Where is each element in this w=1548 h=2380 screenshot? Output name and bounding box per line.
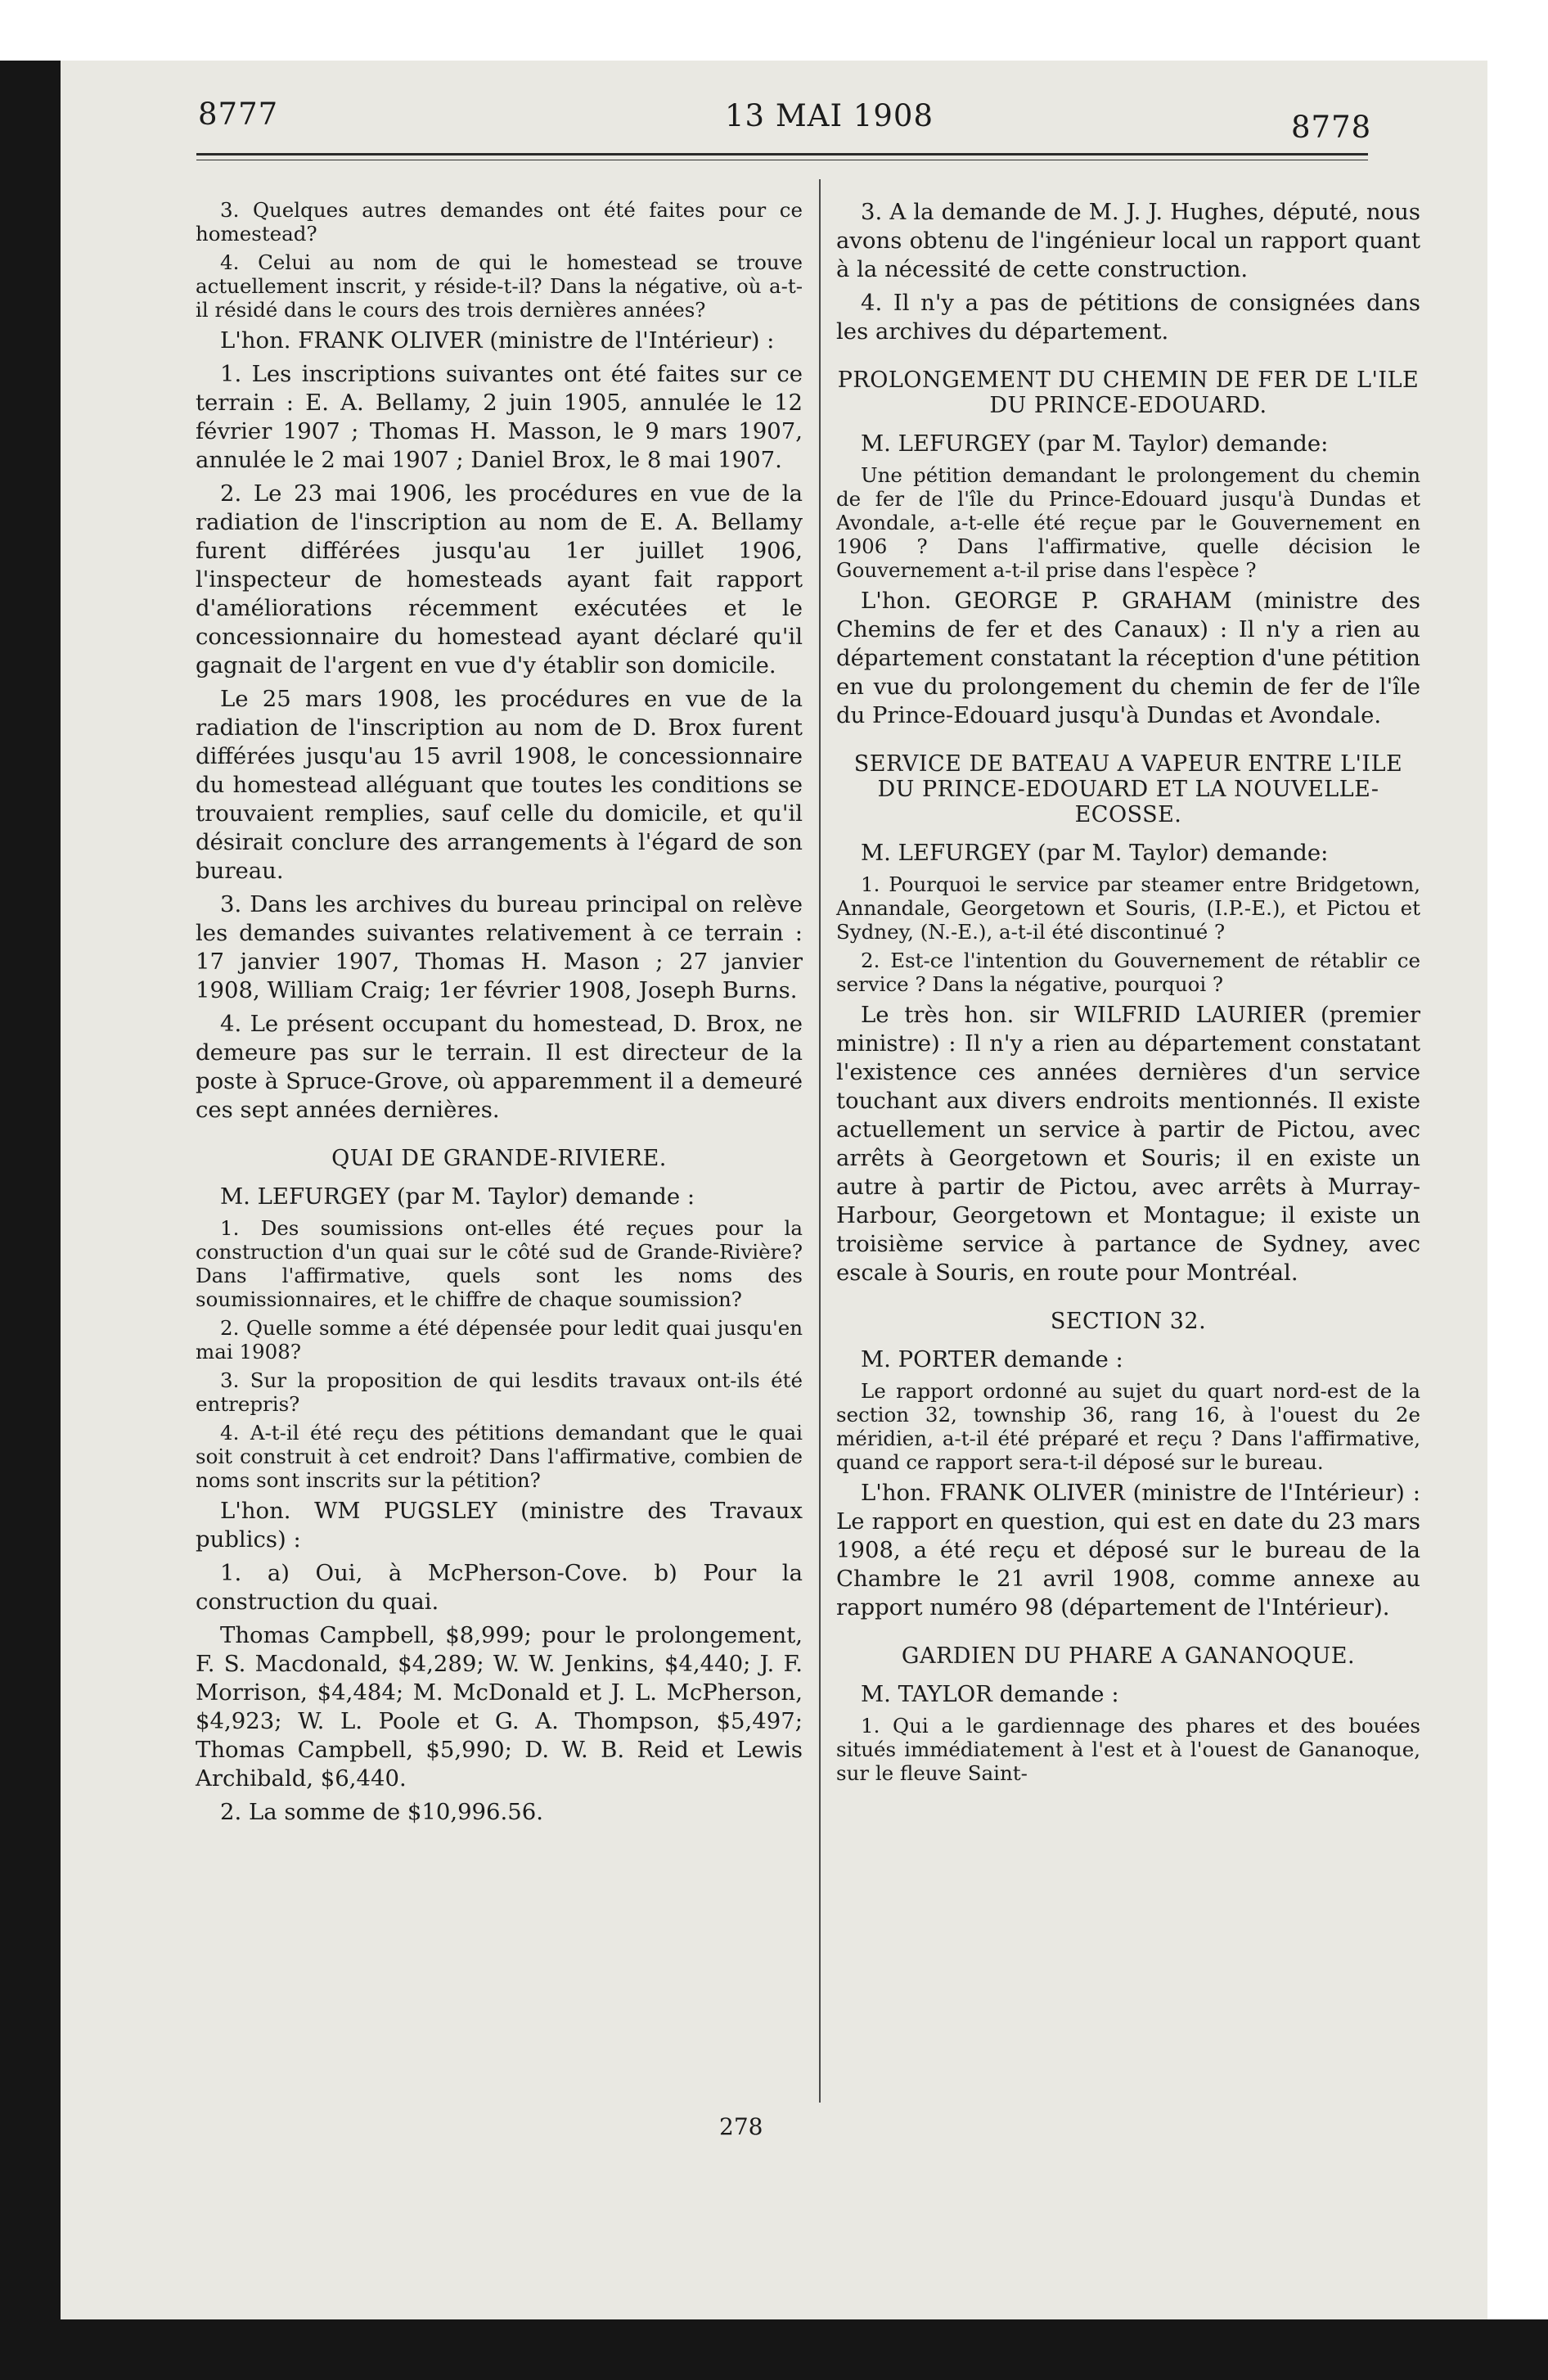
body-paragraph: 2. La somme de $10,996.56.	[220, 1799, 544, 1825]
question-paragraph: 1. Des soumissions ont-elles été reçues pour la construction d'un quai sur le côté sud de Grande-Rivière? Dans l'affirmative, quels sont les noms des soumissionnaires, et le chiffre de chaque soumission?	[196, 1216, 803, 1311]
page-number-right: 8778	[1291, 110, 1372, 145]
question-paragraph: 3. Quelques autres demandes ont été faites pour ce homestead?	[196, 198, 803, 246]
body-paragraph: Le très hon. sir WILFRID LAURIER (premier ministre) : Il n'y a rien au département constatant l'existence ces années dernières d'un service touchant aux divers endroits mentionnés. Il existe actuellement un service à partir de Pictou, avec arrêts à Georgetown et Souris; il en existe un autre à partir de Pictou, avec arrêts à Murray-Harbour, Georgetown et Montague; il existe un troisième service à partance de Sydney, avec escale à Souris, en route pour Montréal.	[836, 1002, 1420, 1286]
page-footer-number: 278	[719, 2113, 763, 2140]
body-paragraph: M. LEFURGEY (par M. Taylor) demande:	[861, 430, 1329, 457]
scan-border-top	[0, 0, 1548, 61]
question-paragraph: 3. Sur la proposition de qui lesdits travaux ont-ils été entrepris?	[196, 1368, 803, 1416]
body-paragraph: L'hon. WM PUGSLEY (ministre des Travaux publics) :	[196, 1498, 803, 1553]
section-heading: QUAI DE GRANDE-RIVIERE.	[331, 1146, 667, 1171]
section-heading: SERVICE DE BATEAU A VAPEUR ENTRE L'ILE DU PRINCE-EDOUARD ET LA NOUVELLE-ECOSSE.	[853, 751, 1403, 827]
section-heading: SECTION 32.	[1050, 1309, 1207, 1334]
left-column	[196, 198, 803, 1832]
body-paragraph: 3. A la demande de M. J. J. Hughes, député, nous avons obtenu de l'ingénieur local un rapport quant à la nécessité de cette construction.	[836, 199, 1420, 282]
body-paragraph: 4. Il n'y a pas de pétitions de consignées dans les archives du département.	[836, 290, 1420, 345]
body-paragraph: M. LEFURGEY (par M. Taylor) demande:	[861, 840, 1329, 866]
right-column	[836, 198, 1420, 1790]
body-paragraph: 2. Le 23 mai 1906, les procédures en vue de la radiation de l'inscription au nom de E. A. Bellamy furent différées jusqu'au 1er juillet 1906, l'inspecteur de homesteads ayant fait rapport d'améliorations récemment exécutées et le concessionnaire du homestead ayant déclaré qu'il gagnait de l'argent en vue d'y établir son domicile.	[196, 480, 803, 678]
body-paragraph: L'hon. FRANK OLIVER (ministre de l'Intérieur) :	[220, 327, 775, 354]
question-paragraph: 2. Est-ce l'intention du Gouvernement de rétablir ce service ? Dans la négative, pourquoi ?	[836, 949, 1420, 996]
body-paragraph: 1. a) Oui, à McPherson-Cove. b) Pour la construction du quai.	[196, 1560, 803, 1615]
body-paragraph: M. LEFURGEY (par M. Taylor) demande :	[220, 1183, 695, 1210]
body-paragraph: L'hon. GEORGE P. GRAHAM (ministre des Chemins de fer et des Canaux) : Il n'y a rien au département constatant la réception d'une pétition en vue du prolongement du chemin de fer de l'île du Prince-Edouard jusqu'à Dundas et Avondale.	[836, 588, 1420, 728]
body-paragraph: L'hon. FRANK OLIVER (ministre de l'Intérieur) : Le rapport en question, qui est en date du 23 mars 1908, a été reçu et déposé sur le bureau de la Chambre le 21 avril 1908, comme annexe au rapport numéro 98 (département de l'Intérieur).	[836, 1480, 1420, 1620]
question-paragraph: 2. Quelle somme a été dépensée pour ledit quai jusqu'en mai 1908?	[196, 1316, 803, 1364]
scan-border-right	[1487, 61, 1548, 2319]
question-paragraph: 1. Pourquoi le service par steamer entre Bridgetown, Annandale, Georgetown et Souris, (I.P.-E.), et Pictou et Sydney, (N.-E.), a-t-il été discontinué ?	[836, 872, 1420, 944]
header-rule	[196, 153, 1368, 156]
page-date: 13 MAI 1908	[725, 98, 934, 133]
question-paragraph: 4. A-t-il été reçu des pétitions demandant que le quai soit construit à cet endroit? Dans l'affirmative, combien de noms sont inscrits sur la pétition?	[196, 1421, 803, 1492]
body-paragraph: 1. Les inscriptions suivantes ont été faites sur ce terrain : E. A. Bellamy, 2 juin 1905, annulée le 12 février 1907 ; Thomas H. Masson, le 9 mars 1907, annulée le 2 mai 1907 ; Daniel Brox, le 8 mai 1907.	[196, 361, 803, 473]
body-paragraph: Le 25 mars 1908, les procédures en vue de la radiation de l'inscription au nom de D. Brox furent différées jusqu'au 15 avril 1908, le concessionnaire du homestead alléguant que toutes les conditions se trouvaient remplies, sauf celle du domicile, et qu'il désirait conclure des arrangements à l'égard de son bureau.	[196, 686, 803, 884]
question-paragraph: 4. Celui au nom de qui le homestead se trouve actuellement inscrit, y réside-t-il? Dans la négative, où a-t-il résidé dans le cours des trois dernières années?	[196, 250, 803, 322]
section-heading: PROLONGEMENT DU CHEMIN DE FER DE L'ILE DU PRINCE-EDOUARD.	[837, 367, 1420, 418]
section-heading: GARDIEN DU PHARE A GANANOQUE.	[901, 1643, 1356, 1669]
page-number-left: 8777	[198, 97, 279, 132]
question-paragraph: 1. Qui a le gardiennage des phares et des bouées situés immédiatement à l'est et à l'ouest de Gananoque, sur le fleuve Saint-	[836, 1714, 1420, 1785]
scan-border-left	[0, 61, 61, 2319]
body-paragraph: Thomas Campbell, $8,999; pour le prolongement, F. S. Macdonald, $4,289; W. W. Jenkins, $4,440; J. F. Morrison, $4,484; M. McDonald et J. L. McPherson, $4,923; W. L. Poole et G. A. Thompson, $5,497; Thomas Campbell, $5,990; D. W. B. Reid et Lewis Archibald, $6,440.	[196, 1622, 803, 1792]
scan-border-bottom	[0, 2319, 1548, 2380]
question-paragraph: Une pétition demandant le prolongement du chemin de fer de l'île du Prince-Edouard jusqu'à Dundas et Avondale, a-t-elle été reçue par le Gouvernement en 1906 ? Dans l'affirmative, quelle décision le Gouvernement a-t-il prise dans l'espèce ?	[836, 463, 1420, 582]
body-paragraph: 4. Le présent occupant du homestead, D. Brox, ne demeure pas sur le terrain. Il est directeur de la poste à Spruce-Grove, où apparemment il a demeuré ces sept années dernières.	[196, 1011, 803, 1123]
question-paragraph: Le rapport ordonné au sujet du quart nord-est de la section 32, township 36, rang 16, à l'ouest du 2e méridien, a-t-il été préparé et reçu ? Dans l'affirmative, quand ce rapport sera-t-il déposé sur le bureau.	[836, 1379, 1420, 1474]
column-divider	[819, 179, 821, 2103]
document-page	[61, 61, 1487, 2319]
body-paragraph: 3. Dans les archives du bureau principal on relève les demandes suivantes relativement à ce terrain : 17 janvier 1907, Thomas H. Mason ; 27 janvier 1908, William Craig; 1er février 1908, Joseph Burns.	[196, 891, 803, 1003]
body-paragraph: M. PORTER demande :	[861, 1346, 1123, 1373]
body-paragraph: M. TAYLOR demande :	[861, 1681, 1119, 1707]
